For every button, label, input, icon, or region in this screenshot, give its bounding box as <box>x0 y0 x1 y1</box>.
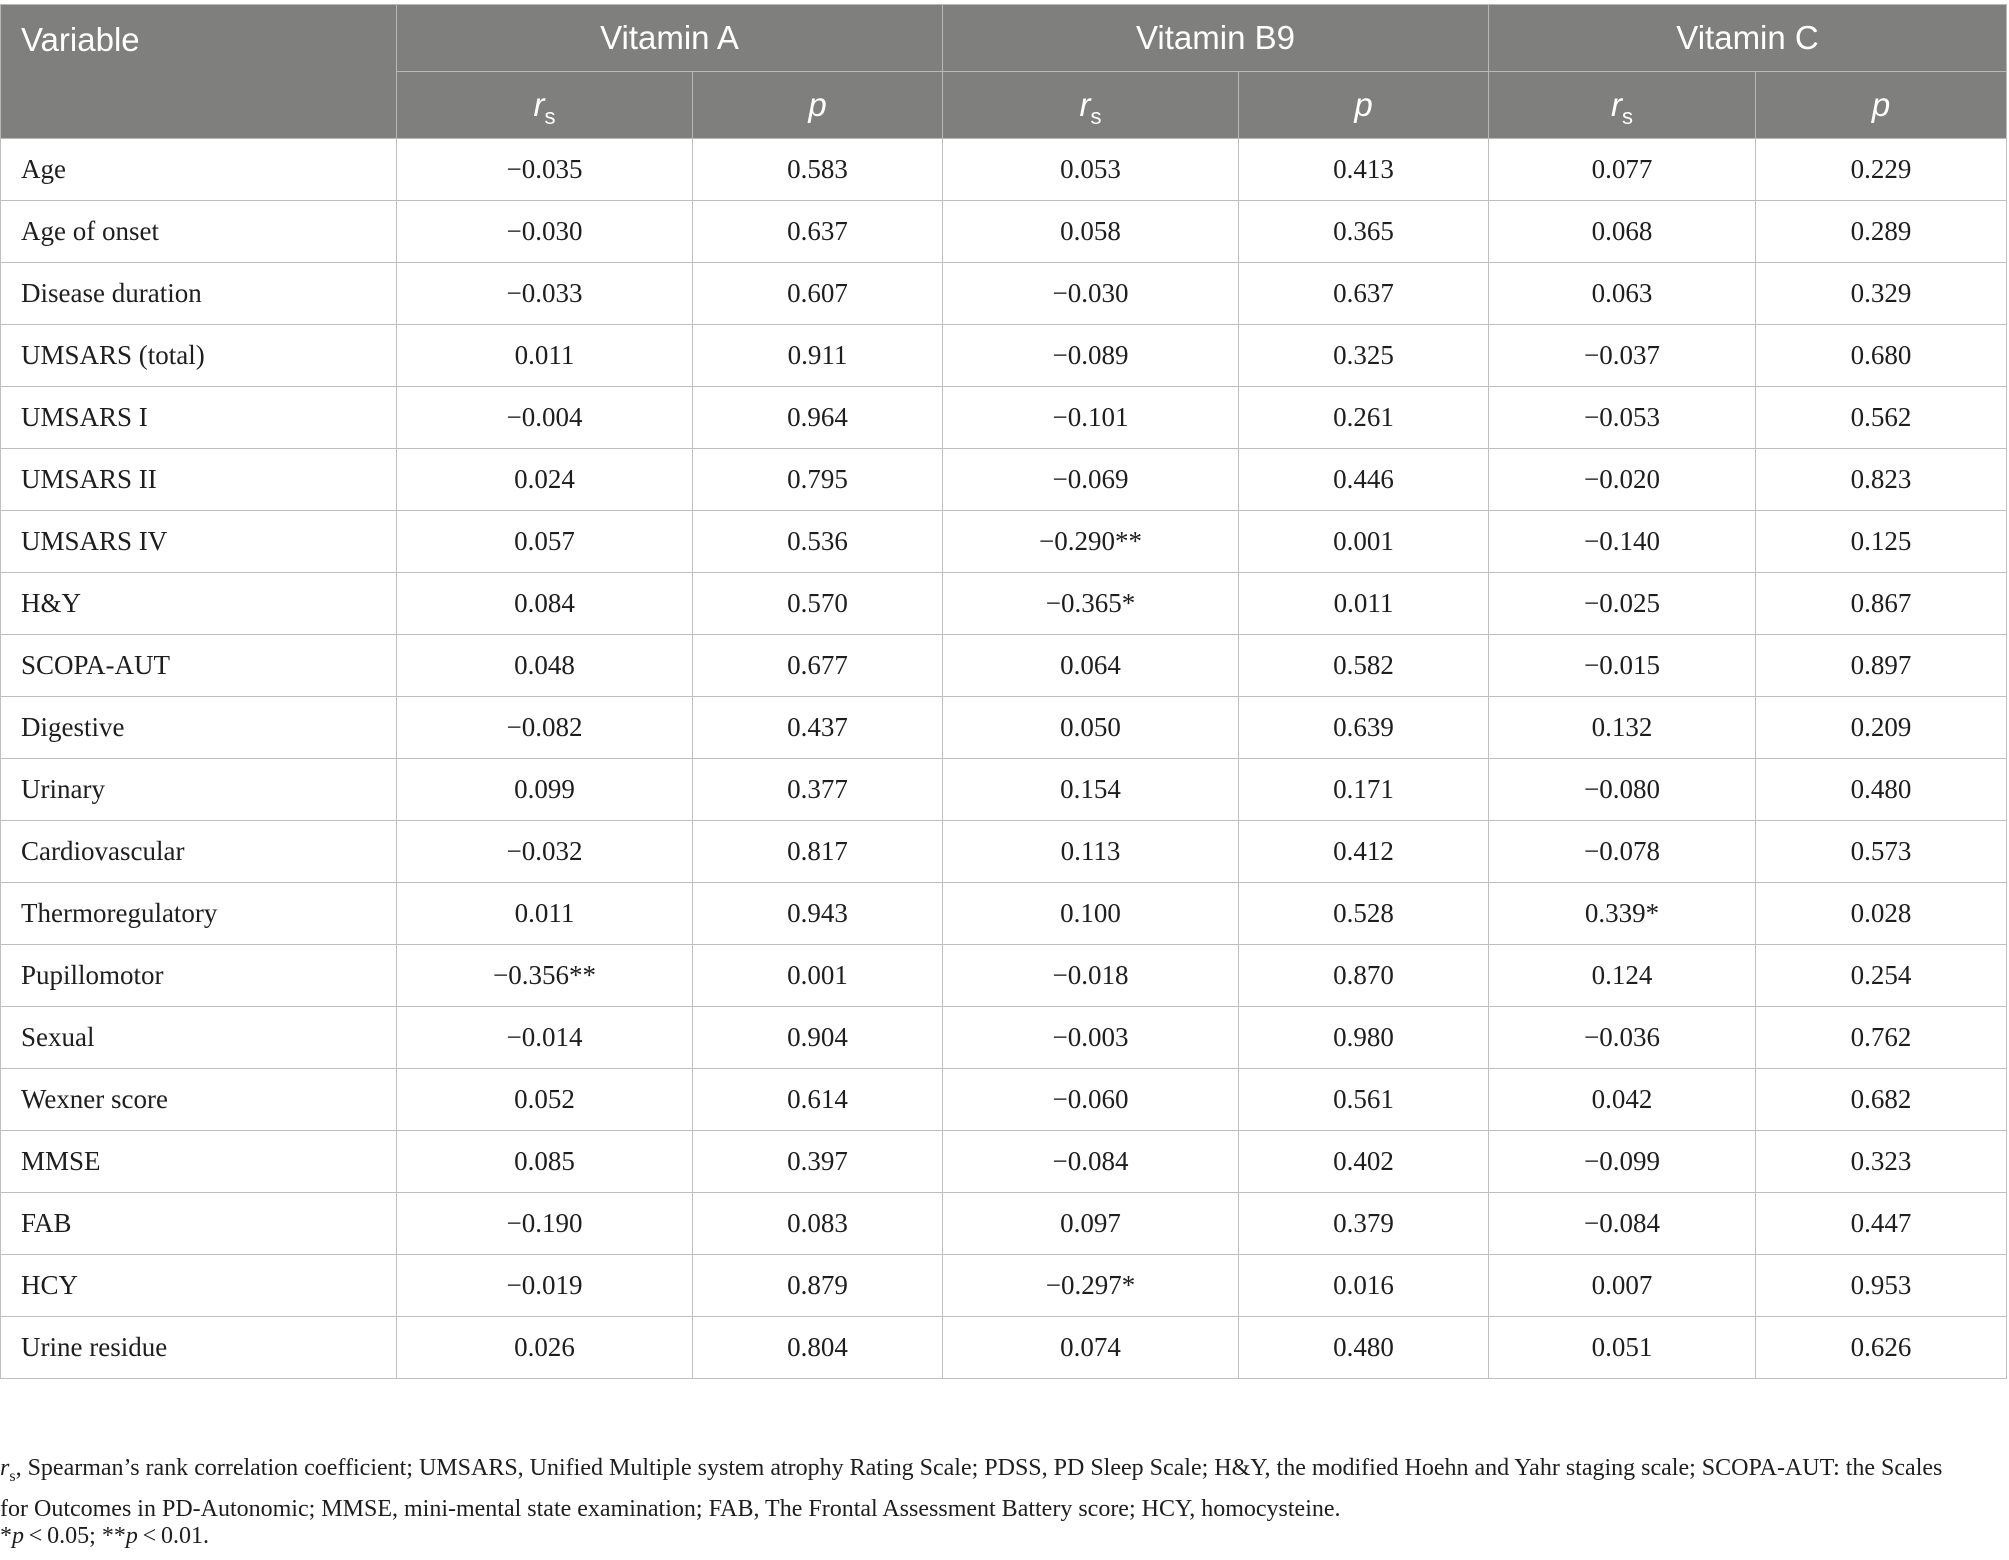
vitamin-a-p-cell: 0.377 <box>693 759 943 821</box>
table-row <box>1 573 2007 635</box>
vitamin-a-p-cell: 0.614 <box>693 1069 943 1131</box>
vitamin-a-p-cell: 0.804 <box>693 1317 943 1379</box>
vitamin-c-p-cell: 0.329 <box>1756 263 2007 325</box>
vitamin-b9-rs-cell: −0.089 <box>943 325 1239 387</box>
vitamin-a-p-cell: 0.397 <box>693 1131 943 1193</box>
vitamin-c-rs-cell: 0.124 <box>1489 945 1756 1007</box>
vitamin-a-rs-cell: −0.014 <box>397 1007 693 1069</box>
vitamin-b9-rs-cell: −0.003 <box>943 1007 1239 1069</box>
vitamin-a-p-cell: 0.904 <box>693 1007 943 1069</box>
variable-cell: Age <box>1 139 397 201</box>
p-header: p <box>693 72 943 139</box>
vitamin-a-rs-cell: 0.099 <box>397 759 693 821</box>
vitamin-c-rs-cell: 0.007 <box>1489 1255 1756 1317</box>
vitamin-b9-p-cell: 0.980 <box>1239 1007 1489 1069</box>
table-body <box>1 139 2007 1379</box>
vitamin-c-rs-cell: −0.036 <box>1489 1007 1756 1069</box>
vitamin-c-rs-cell: −0.084 <box>1489 1193 1756 1255</box>
vitamin-a-p-cell: 0.911 <box>693 325 943 387</box>
vitamin-a-rs-cell: −0.033 <box>397 263 693 325</box>
table-row <box>1 1007 2007 1069</box>
vitamin-b9-p-cell: 0.446 <box>1239 449 1489 511</box>
rs-header <box>943 72 1239 139</box>
vitamin-b9-rs-cell: −0.069 <box>943 449 1239 511</box>
vitamin-b9-p-cell: 0.582 <box>1239 635 1489 697</box>
vitamin-b9-rs-cell: 0.058 <box>943 201 1239 263</box>
p-header: p <box>1239 72 1489 139</box>
vitamin-a-header: Vitamin A <box>397 5 943 72</box>
vitamin-b9-p-cell: 0.639 <box>1239 697 1489 759</box>
vitamin-c-rs-cell: 0.077 <box>1489 139 1756 201</box>
vitamin-a-rs-cell: −0.356** <box>397 945 693 1007</box>
variable-cell: Cardiovascular <box>1 821 397 883</box>
variable-cell: MMSE <box>1 1131 397 1193</box>
vitamin-b9-rs-cell: 0.100 <box>943 883 1239 945</box>
table-row <box>1 1317 2007 1379</box>
vitamin-a-rs-cell: −0.190 <box>397 1193 693 1255</box>
table-row <box>1 759 2007 821</box>
vitamin-a-rs-cell: 0.084 <box>397 573 693 635</box>
variable-cell: Digestive <box>1 697 397 759</box>
footnote-p-symbol: p <box>12 1523 24 1549</box>
vitamin-c-p-cell: 0.480 <box>1756 759 2007 821</box>
vitamin-b9-p-cell: 0.870 <box>1239 945 1489 1007</box>
variable-cell: H&Y <box>1 573 397 635</box>
vitamin-b9-rs-cell: −0.060 <box>943 1069 1239 1131</box>
vitamin-a-p-cell: 0.637 <box>693 201 943 263</box>
vitamin-c-rs-cell: −0.015 <box>1489 635 1756 697</box>
table-row <box>1 1131 2007 1193</box>
vitamin-c-p-cell: 0.626 <box>1756 1317 2007 1379</box>
vitamin-a-rs-cell: 0.057 <box>397 511 693 573</box>
vitamin-a-p-cell: 0.570 <box>693 573 943 635</box>
vitamin-a-p-cell: 0.677 <box>693 635 943 697</box>
vitamin-a-p-cell: 0.817 <box>693 821 943 883</box>
table-row <box>1 697 2007 759</box>
vitamin-b9-p-cell: 0.325 <box>1239 325 1489 387</box>
vitamin-c-p-cell: 0.254 <box>1756 945 2007 1007</box>
vitamin-b9-rs-cell: −0.018 <box>943 945 1239 1007</box>
table-row <box>1 139 2007 201</box>
vitamin-a-p-cell: 0.879 <box>693 1255 943 1317</box>
footnote-star: * <box>0 1523 12 1549</box>
vitamin-a-rs-cell: 0.026 <box>397 1317 693 1379</box>
table-row <box>1 635 2007 697</box>
vitamin-b9-p-cell: 0.528 <box>1239 883 1489 945</box>
variable-cell: Wexner score <box>1 1069 397 1131</box>
vitamin-a-rs-cell: −0.019 <box>397 1255 693 1317</box>
vitamin-b9-p-cell: 0.365 <box>1239 201 1489 263</box>
vitamin-c-p-cell: 0.953 <box>1756 1255 2007 1317</box>
correlation-table <box>0 4 2007 1379</box>
vitamin-b9-rs-cell: 0.064 <box>943 635 1239 697</box>
variable-header: Variable <box>1 5 397 139</box>
variable-cell: Pupillomotor <box>1 945 397 1007</box>
vitamin-b9-p-cell: 0.379 <box>1239 1193 1489 1255</box>
vitamin-b9-rs-cell: −0.084 <box>943 1131 1239 1193</box>
vitamin-a-rs-cell: 0.024 <box>397 449 693 511</box>
footnote-p-symbol: p <box>125 1523 138 1549</box>
vitamin-a-rs-cell: 0.011 <box>397 325 693 387</box>
vitamin-b9-rs-cell: −0.365* <box>943 573 1239 635</box>
vitamin-b9-rs-cell: −0.101 <box>943 387 1239 449</box>
p-header: p <box>1756 72 2007 139</box>
vitamin-b9-p-cell: 0.261 <box>1239 387 1489 449</box>
vitamin-b9-rs-cell: −0.290** <box>943 511 1239 573</box>
footnote-rs-symbol: r <box>0 1455 10 1481</box>
table-row <box>1 1069 2007 1131</box>
table-row <box>1 449 2007 511</box>
variable-cell: FAB <box>1 1193 397 1255</box>
vitamin-a-rs-cell: 0.011 <box>397 883 693 945</box>
table-header <box>1 5 2007 139</box>
vitamin-a-rs-cell: −0.035 <box>397 139 693 201</box>
vitamin-c-rs-cell: −0.025 <box>1489 573 1756 635</box>
footnote-sig-text: < 0.01. <box>137 1523 209 1549</box>
vitamin-b9-p-cell: 0.637 <box>1239 263 1489 325</box>
vitamin-c-p-cell: 0.562 <box>1756 387 2007 449</box>
vitamin-c-p-cell: 0.209 <box>1756 697 2007 759</box>
vitamin-c-rs-cell: −0.140 <box>1489 511 1756 573</box>
vitamin-a-p-cell: 0.083 <box>693 1193 943 1255</box>
vitamin-b9-rs-cell: 0.113 <box>943 821 1239 883</box>
vitamin-b9-p-cell: 0.171 <box>1239 759 1489 821</box>
vitamin-b9-p-cell: 0.561 <box>1239 1069 1489 1131</box>
vitamin-c-p-cell: 0.125 <box>1756 511 2007 573</box>
vitamin-c-rs-cell: −0.080 <box>1489 759 1756 821</box>
vitamin-b9-rs-cell: −0.297* <box>943 1255 1239 1317</box>
vitamin-a-p-cell: 0.607 <box>693 263 943 325</box>
vitamin-b9-rs-cell: −0.030 <box>943 263 1239 325</box>
table-row <box>1 325 2007 387</box>
footnote-rs-subscript: s <box>9 1467 16 1485</box>
table-row <box>1 1193 2007 1255</box>
rs-subscript: s <box>544 104 556 129</box>
variable-cell: Thermoregulatory <box>1 883 397 945</box>
rs-symbol: r <box>1079 86 1091 123</box>
vitamin-b9-p-cell: 0.413 <box>1239 139 1489 201</box>
vitamin-a-rs-cell: −0.030 <box>397 201 693 263</box>
vitamin-c-p-cell: 0.447 <box>1756 1193 2007 1255</box>
rs-subscript: s <box>1622 104 1634 129</box>
variable-cell: UMSARS (total) <box>1 325 397 387</box>
vitamin-a-p-cell: 0.583 <box>693 139 943 201</box>
vitamin-a-rs-cell: 0.052 <box>397 1069 693 1131</box>
table-row <box>1 201 2007 263</box>
vitamin-b9-p-cell: 0.402 <box>1239 1131 1489 1193</box>
vitamin-a-rs-cell: 0.048 <box>397 635 693 697</box>
vitamin-b9-rs-cell: 0.074 <box>943 1317 1239 1379</box>
variable-cell: HCY <box>1 1255 397 1317</box>
variable-cell: UMSARS I <box>1 387 397 449</box>
vitamin-c-rs-cell: 0.339* <box>1489 883 1756 945</box>
footnote-significance <box>0 1520 1970 1552</box>
vitamin-c-p-cell: 0.323 <box>1756 1131 2007 1193</box>
vitamin-b9-rs-cell: 0.154 <box>943 759 1239 821</box>
table-row <box>1 1255 2007 1317</box>
table-row <box>1 387 2007 449</box>
vitamin-c-p-cell: 0.762 <box>1756 1007 2007 1069</box>
vitamin-c-p-cell: 0.823 <box>1756 449 2007 511</box>
variable-cell: Sexual <box>1 1007 397 1069</box>
vitamin-c-rs-cell: 0.051 <box>1489 1317 1756 1379</box>
vitamin-a-rs-cell: −0.004 <box>397 387 693 449</box>
vitamin-c-p-cell: 0.229 <box>1756 139 2007 201</box>
variable-cell: Disease duration <box>1 263 397 325</box>
vitamin-c-p-cell: 0.573 <box>1756 821 2007 883</box>
vitamin-c-p-cell: 0.289 <box>1756 201 2007 263</box>
vitamin-b9-rs-cell: 0.053 <box>943 139 1239 201</box>
vitamin-b9-p-cell: 0.480 <box>1239 1317 1489 1379</box>
variable-cell: Urine residue <box>1 1317 397 1379</box>
table-row <box>1 945 2007 1007</box>
vitamin-a-rs-cell: −0.032 <box>397 821 693 883</box>
vitamin-b9-rs-cell: 0.050 <box>943 697 1239 759</box>
table-row <box>1 821 2007 883</box>
vitamin-b9-p-cell: 0.011 <box>1239 573 1489 635</box>
vitamin-b9-p-cell: 0.016 <box>1239 1255 1489 1317</box>
footnote-abbreviations <box>0 1452 1970 1525</box>
vitamin-a-p-cell: 0.964 <box>693 387 943 449</box>
variable-cell: Age of onset <box>1 201 397 263</box>
vitamin-a-p-cell: 0.536 <box>693 511 943 573</box>
vitamin-c-rs-cell: 0.042 <box>1489 1069 1756 1131</box>
rs-header <box>1489 72 1756 139</box>
vitamin-a-p-cell: 0.795 <box>693 449 943 511</box>
vitamin-b9-rs-cell: 0.097 <box>943 1193 1239 1255</box>
vitamin-c-rs-cell: 0.132 <box>1489 697 1756 759</box>
vitamin-c-p-cell: 0.867 <box>1756 573 2007 635</box>
vitamin-c-p-cell: 0.682 <box>1756 1069 2007 1131</box>
vitamin-c-p-cell: 0.680 <box>1756 325 2007 387</box>
footnote-abbreviations-text: , Spearman’s rank correlation coefficient; UMSARS, Unified Multiple system atrophy Rating Scale; PDSS, PD Sleep Scale; H&Y, the modified Hoehn and Yahr staging scale; SCOPA-AUT: the Scales for Outcomes in PD-Autonomic; MMSE, mini-mental state examination; FAB, The Frontal Assessment Battery score; HCY, homocysteine. <box>0 1455 1943 1522</box>
vitamin-a-rs-cell: 0.085 <box>397 1131 693 1193</box>
vitamin-c-rs-cell: −0.099 <box>1489 1131 1756 1193</box>
rs-symbol: r <box>1611 86 1623 123</box>
vitamin-a-p-cell: 0.943 <box>693 883 943 945</box>
vitamin-a-rs-cell: −0.082 <box>397 697 693 759</box>
vitamin-b9-header: Vitamin B9 <box>943 5 1489 72</box>
vitamin-c-rs-cell: 0.068 <box>1489 201 1756 263</box>
vitamin-c-header: Vitamin C <box>1489 5 2007 72</box>
vitamin-b9-p-cell: 0.412 <box>1239 821 1489 883</box>
vitamin-c-p-cell: 0.028 <box>1756 883 2007 945</box>
table-row <box>1 883 2007 945</box>
vitamin-c-rs-cell: −0.037 <box>1489 325 1756 387</box>
vitamin-c-rs-cell: −0.020 <box>1489 449 1756 511</box>
variable-cell: Urinary <box>1 759 397 821</box>
variable-cell: SCOPA-AUT <box>1 635 397 697</box>
vitamin-b9-p-cell: 0.001 <box>1239 511 1489 573</box>
vitamin-c-rs-cell: 0.063 <box>1489 263 1756 325</box>
table-row <box>1 511 2007 573</box>
vitamin-c-p-cell: 0.897 <box>1756 635 2007 697</box>
variable-cell: UMSARS II <box>1 449 397 511</box>
rs-subscript: s <box>1090 104 1102 129</box>
table-row <box>1 263 2007 325</box>
variable-cell: UMSARS IV <box>1 511 397 573</box>
footnote-sig-text: < 0.05; ** <box>24 1523 126 1549</box>
vitamin-c-rs-cell: −0.078 <box>1489 821 1756 883</box>
rs-header <box>397 72 693 139</box>
vitamin-a-p-cell: 0.437 <box>693 697 943 759</box>
rs-symbol: r <box>533 86 545 123</box>
vitamin-c-rs-cell: −0.053 <box>1489 387 1756 449</box>
vitamin-a-p-cell: 0.001 <box>693 945 943 1007</box>
